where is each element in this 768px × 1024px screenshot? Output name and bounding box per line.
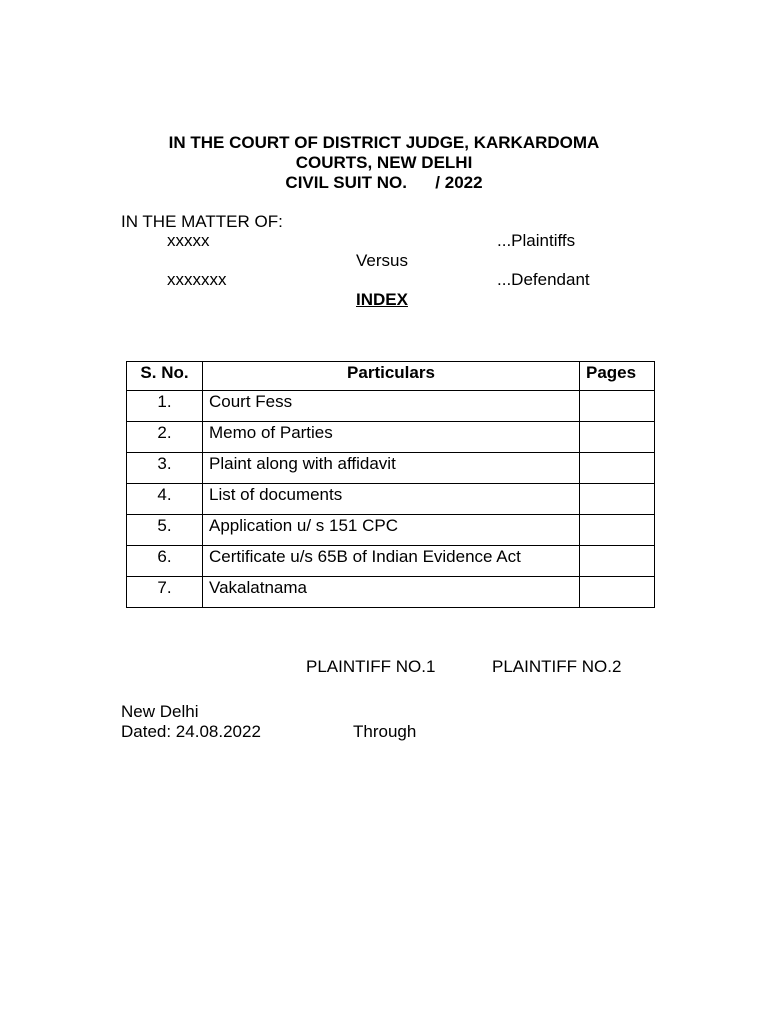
place-text: New Delhi <box>121 702 199 721</box>
table-row <box>127 546 655 577</box>
table-row <box>127 422 655 453</box>
row-particulars: Application u/ s 151 CPC <box>203 515 580 546</box>
table-row <box>127 484 655 515</box>
row-sno: 6. <box>127 546 203 577</box>
row-pages <box>580 391 655 422</box>
row-sno: 2. <box>127 422 203 453</box>
row-sno: 1. <box>127 391 203 422</box>
header-particulars: Particulars <box>203 362 580 391</box>
through-text: Through <box>353 722 417 741</box>
matter-label: IN THE MATTER OF: <box>121 212 283 231</box>
court-title-line-1: IN THE COURT OF DISTRICT JUDGE, KARKARDOMA <box>168 133 600 152</box>
header-pages: Pages <box>580 362 655 391</box>
plaintiff-2-signature: PLAINTIFF NO.2 <box>492 657 622 676</box>
row-sno: 4. <box>127 484 203 515</box>
versus-text: Versus <box>356 251 408 270</box>
defendant-role: ...Defendant <box>497 270 590 289</box>
table-row <box>127 515 655 546</box>
row-pages <box>580 484 655 515</box>
table-row <box>127 577 655 608</box>
row-particulars: Court Fess <box>203 391 580 422</box>
row-particulars: Memo of Parties <box>203 422 580 453</box>
row-sno: 7. <box>127 577 203 608</box>
row-particulars: Certificate u/s 65B of Indian Evidence Act <box>203 546 580 577</box>
row-particulars: List of documents <box>203 484 580 515</box>
civil-suit-number: CIVIL SUIT NO. / 2022 <box>285 173 483 192</box>
row-particulars: Plaint along with affidavit <box>203 453 580 484</box>
index-table <box>126 361 655 608</box>
defendant-name: xxxxxxx <box>167 270 227 289</box>
row-pages <box>580 577 655 608</box>
row-pages <box>580 422 655 453</box>
row-sno: 3. <box>127 453 203 484</box>
row-pages <box>580 453 655 484</box>
table-header-row <box>127 362 655 391</box>
plaintiff-name: xxxxx <box>167 231 210 250</box>
table-row <box>127 391 655 422</box>
row-particulars: Vakalatnama <box>203 577 580 608</box>
table-row <box>127 453 655 484</box>
row-pages <box>580 515 655 546</box>
court-title-line-2: COURTS, NEW DELHI <box>295 153 473 172</box>
row-pages <box>580 546 655 577</box>
dated-text: Dated: 24.08.2022 <box>121 722 261 741</box>
plaintiff-1-signature: PLAINTIFF NO.1 <box>306 657 436 676</box>
header-sno: S. No. <box>127 362 203 391</box>
row-sno: 5. <box>127 515 203 546</box>
plaintiff-role: ...Plaintiffs <box>497 231 576 250</box>
index-title: INDEX <box>356 290 408 309</box>
